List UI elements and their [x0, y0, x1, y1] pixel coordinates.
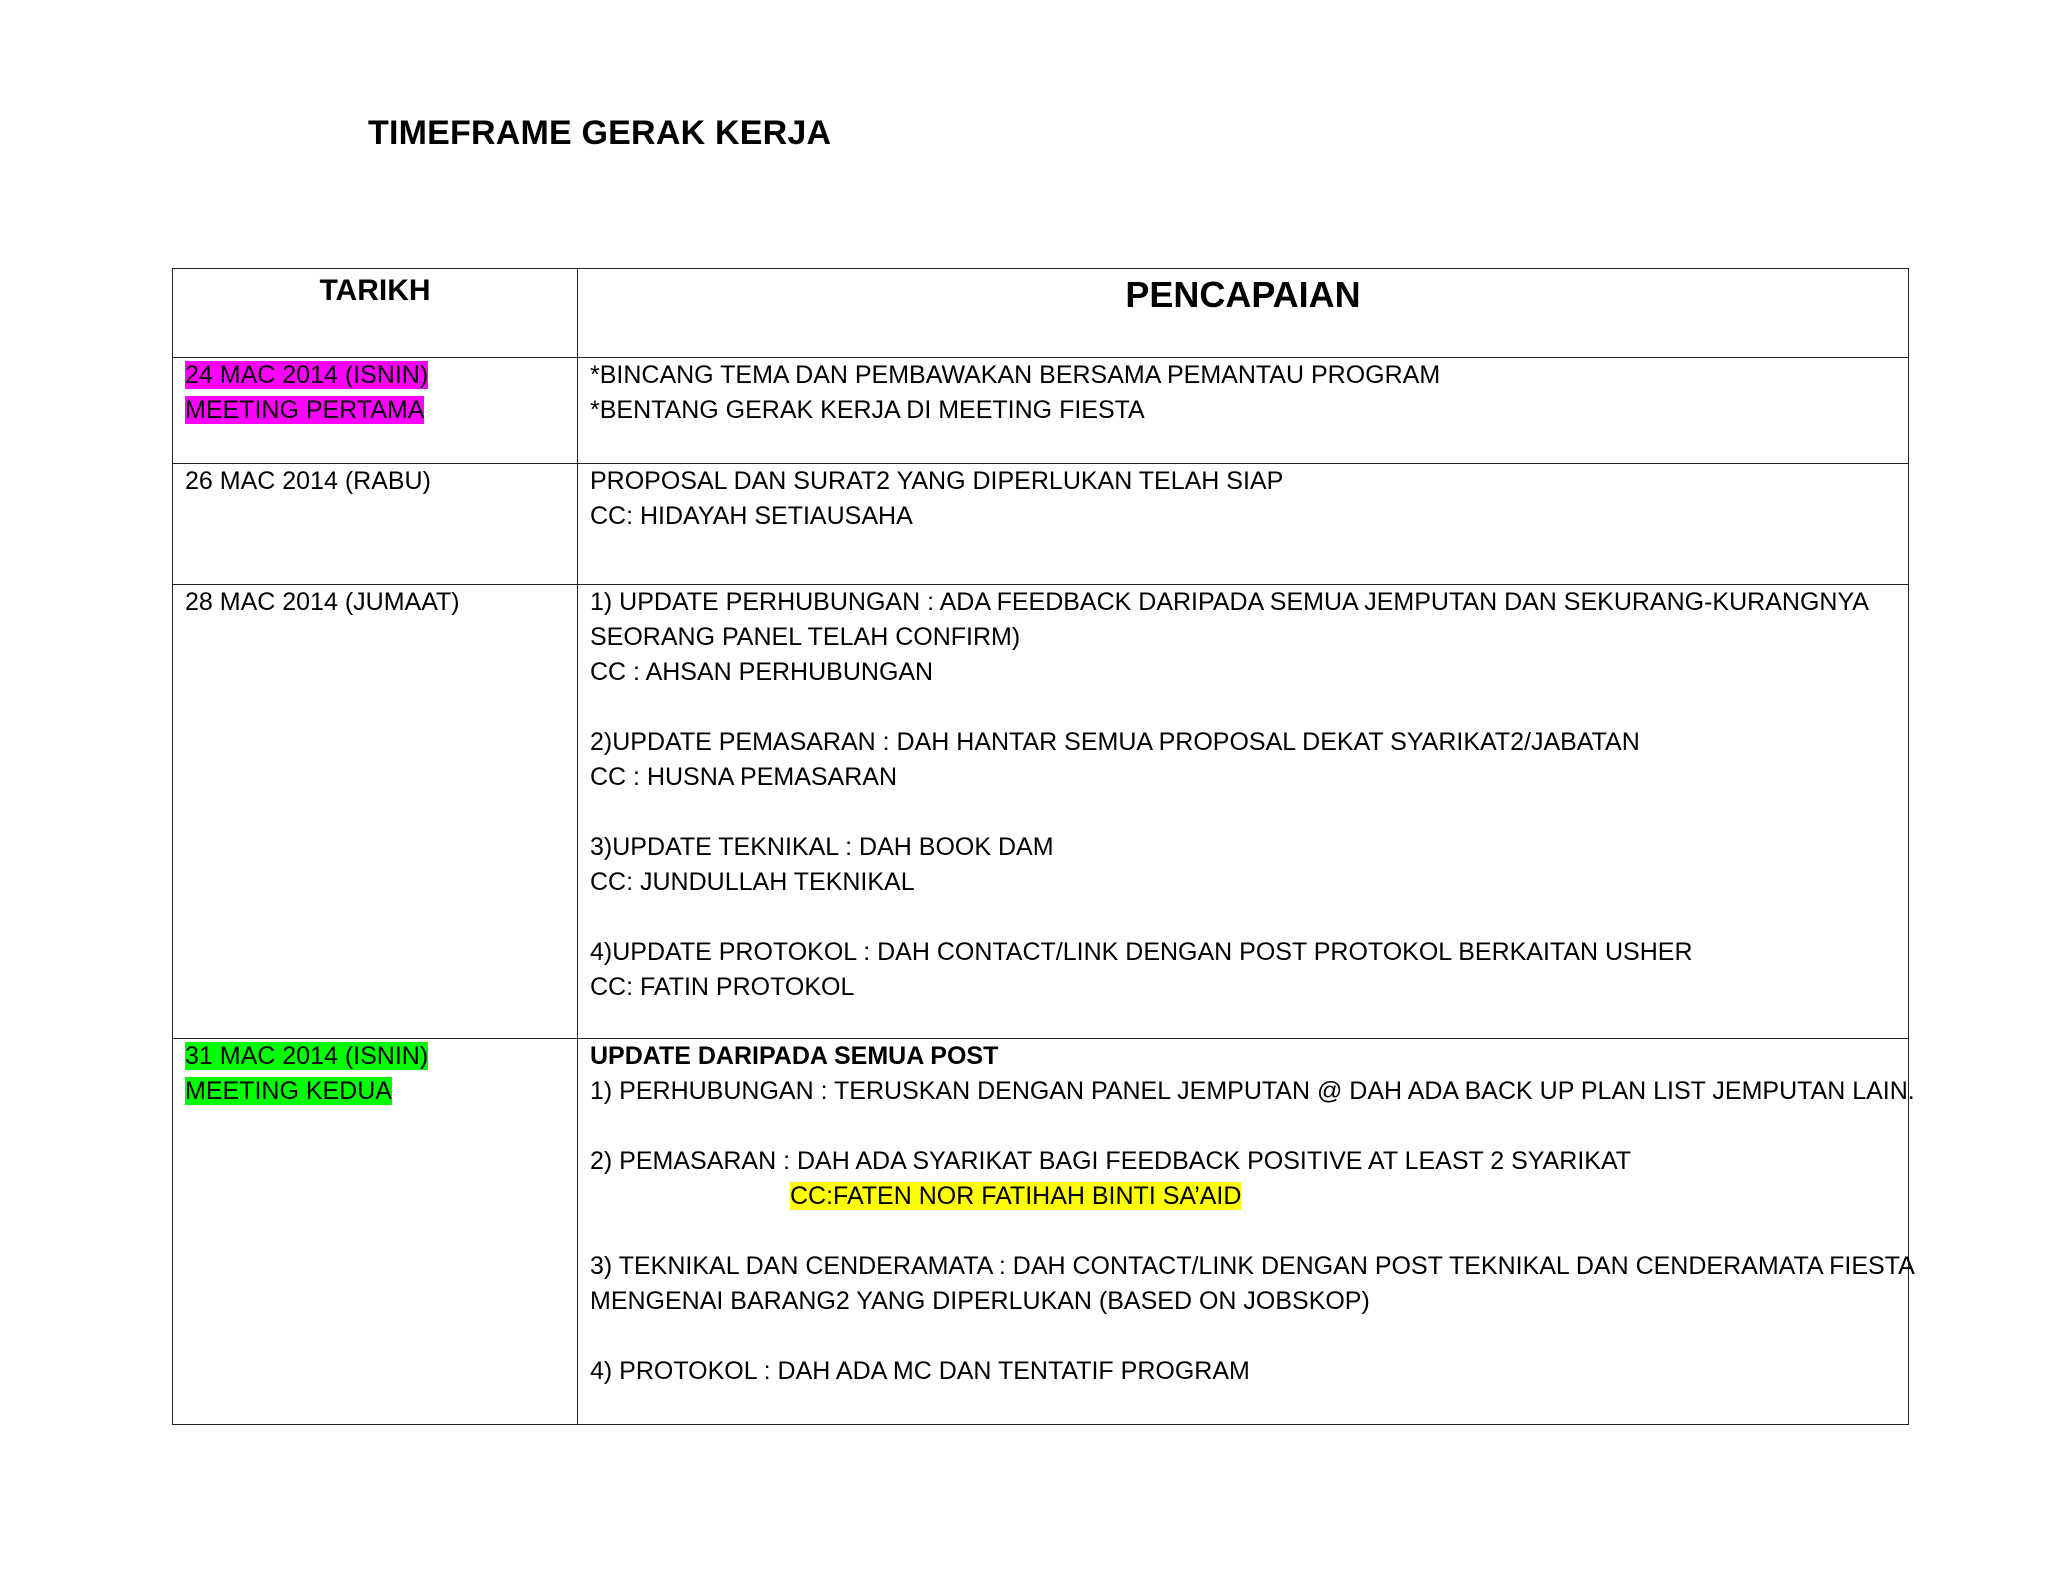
achievement-line: CC: FATIN PROTOKOL	[590, 973, 855, 1001]
date-cell	[173, 358, 578, 464]
achievement-line: 2)UPDATE PEMASARAN : DAH HANTAR SEMUA PROPOSAL DEKAT SYARIKAT2/JABATAN	[590, 728, 1640, 756]
section-heading: UPDATE DARIPADA SEMUA POST	[590, 1042, 999, 1070]
date-cell	[173, 585, 578, 1039]
spacer	[590, 900, 1896, 935]
achievement-line: CC: HIDAYAH SETIAUSAHA	[590, 502, 913, 530]
spacer	[590, 795, 1896, 830]
achievement-line: CC : HUSNA PEMASARAN	[590, 763, 898, 791]
page-title: TIMEFRAME GERAK KERJA	[368, 114, 832, 152]
meeting-label: MEETING KEDUA	[185, 1077, 392, 1105]
achievement-cell	[578, 464, 1909, 585]
achievement-line: 4) PROTOKOL : DAH ADA MC DAN TENTATIF PROGRAM	[590, 1357, 1250, 1385]
achievement-line: 3) TEKNIKAL DAN CENDERAMATA : DAH CONTACT/LINK DENGAN POST TEKNIKAL DAN CENDERAMATA FIESTA	[590, 1252, 1915, 1280]
achievement-line: PROPOSAL DAN SURAT2 YANG DIPERLUKAN TELAH SIAP	[590, 467, 1284, 495]
achievement-line: 2) PEMASARAN : DAH ADA SYARIKAT BAGI FEEDBACK POSITIVE AT LEAST 2 SYARIKAT	[590, 1147, 1632, 1175]
achievement-line: *BINCANG TEMA DAN PEMBAWAKAN BERSAMA PEMANTAU PROGRAM	[590, 361, 1441, 389]
header-tarikh: TARIKH	[173, 269, 578, 358]
table-row	[173, 464, 1909, 585]
achievement-line: MENGENAI BARANG2 YANG DIPERLUKAN (BASED ON JOBSKOP)	[590, 1287, 1370, 1315]
table-row	[173, 1039, 1909, 1425]
date-text: 26 MAC 2014 (RABU)	[185, 467, 431, 495]
achievement-line: *BENTANG GERAK KERJA DI MEETING FIESTA	[590, 396, 1145, 424]
achievement-line: CC : AHSAN PERHUBUNGAN	[590, 658, 934, 686]
achievement-cell	[578, 1039, 1915, 1425]
date-cell	[173, 1039, 578, 1425]
table-row	[173, 585, 1909, 1039]
achievement-line: 4)UPDATE PROTOKOL : DAH CONTACT/LINK DENGAN POST PROTOKOL BERKAITAN USHER	[590, 938, 1693, 966]
spacer	[590, 1319, 1896, 1354]
achievement-cell	[578, 358, 1909, 464]
date-text: 24 MAC 2014 (ISNIN)	[185, 361, 429, 389]
table-row	[173, 358, 1909, 464]
date-cell	[173, 464, 578, 585]
date-text: 31 MAC 2014 (ISNIN)	[185, 1042, 429, 1070]
spacer	[590, 690, 1896, 725]
achievement-line: 3)UPDATE TEKNIKAL : DAH BOOK DAM	[590, 833, 1054, 861]
cc-highlight: CC:FATEN NOR FATIHAH BINTI SA’AID	[790, 1182, 1242, 1210]
achievement-line: SEORANG PANEL TELAH CONFIRM)	[590, 623, 1021, 651]
meeting-label: MEETING PERTAMA	[185, 396, 425, 424]
achievement-line: 1) UPDATE PERHUBUNGAN : ADA FEEDBACK DARIPADA SEMUA JEMPUTAN DAN SEKURANG-KURANGNYA	[590, 588, 1869, 616]
achievement-line: 1) PERHUBUNGAN : TERUSKAN DENGAN PANEL JEMPUTAN @ DAH ADA BACK UP PLAN LIST JEMPUTAN LAIN.	[590, 1077, 1915, 1105]
spacer	[590, 1214, 1896, 1249]
achievement-cell	[578, 585, 1909, 1039]
achievement-line: CC: JUNDULLAH TEKNIKAL	[590, 868, 915, 896]
date-text: 28 MAC 2014 (JUMAAT)	[185, 588, 460, 616]
table-header-row	[173, 269, 1909, 358]
header-pencapaian: PENCAPAIAN	[578, 269, 1909, 358]
spacer	[590, 1109, 1896, 1144]
timeframe-table	[172, 268, 1915, 1425]
